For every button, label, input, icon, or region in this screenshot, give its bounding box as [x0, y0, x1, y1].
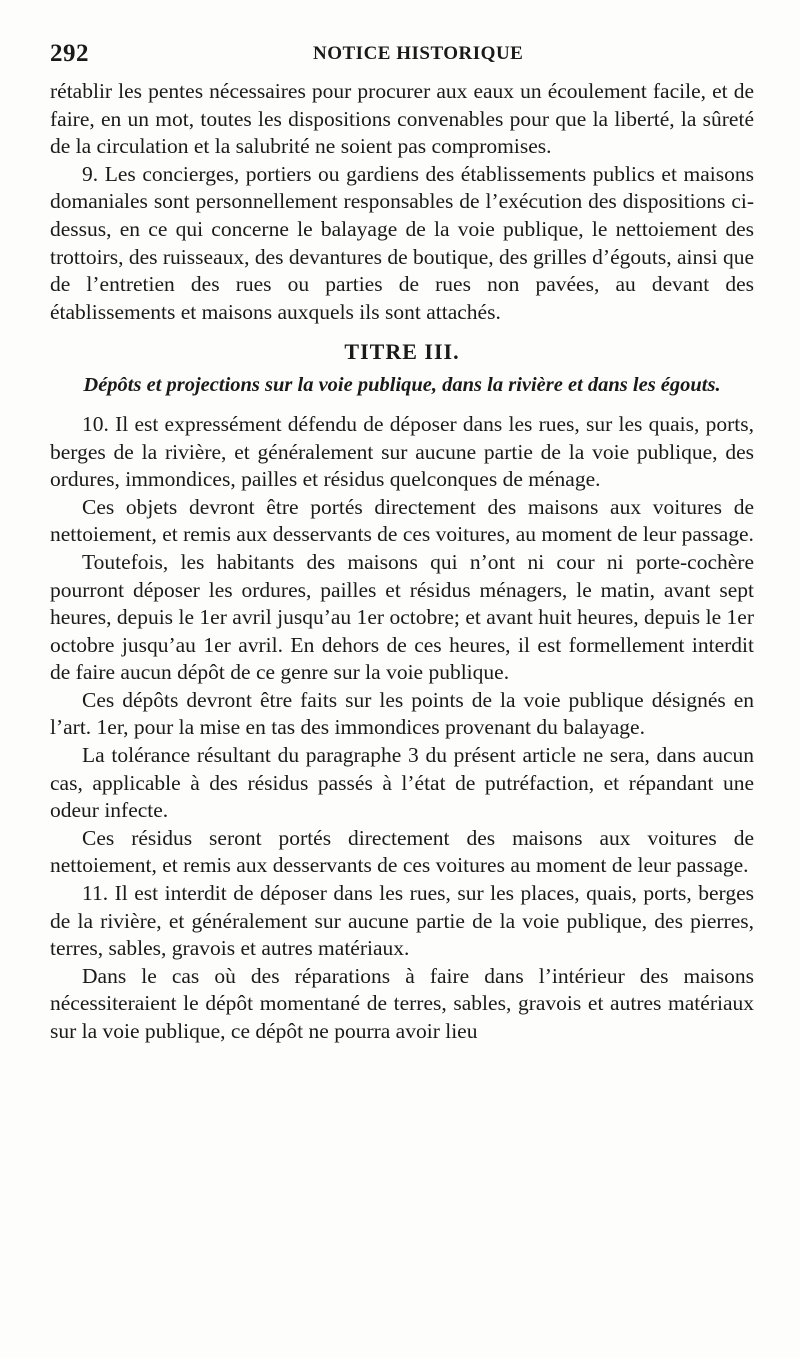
running-title: NOTICE HISTORIQUE: [313, 43, 524, 64]
paragraph: Ces résidus seront portés directement des maisons aux voitures de nettoiement, et remis aux desservants de ces voitures au moment de leur passage.: [50, 825, 754, 878]
running-head: [50, 40, 750, 70]
paragraph: rétablir les pentes nécessaires pour procurer aux eaux un écoulement facile, et de faire, en un mot, toutes les dispositions convenables pour que la liberté, la sûreté de la circulation et la salubrité ne soient pas compromises.: [50, 79, 754, 159]
paragraph: 9. Les concierges, portiers ou gardiens des établissements publics et maisons domaniales sont personnellement responsables de l’exécution des dispositions ci-dessus, en ce qui concerne le balayage de la voie publique, le nettoiement des trottoirs, des ruisseaux, des devantures de boutique, des grilles d’égouts, ainsi que de l’entretien des rues ou parties de rues non pavées, au devant des établissements et maisons auxquels ils sont attachés.: [50, 161, 754, 324]
page-number: 292: [50, 40, 89, 67]
paragraph: Ces objets devront être portés directement des maisons aux voitures de nettoiement, et remis aux desservants de ces voitures, au moment de leur passage.: [50, 494, 754, 547]
section-title: TITRE III.: [344, 339, 460, 365]
paragraph: Toutefois, les habitants des maisons qui n’ont ni cour ni porte-cochère pourront déposer les ordures, pailles et résidus ménagers, le matin, avant sept heures, depuis le 1er avril jusqu’au 1er octobre; et avant huit heures, depuis le 1er octobre jusqu’au 1er avril. En dehors de ces heures, il est formellement interdit de faire aucun dépôt de ce genre sur la voie publique.: [50, 549, 754, 685]
paragraph: 11. Il est interdit de déposer dans les rues, sur les places, quais, ports, berges de la rivière, et généralement sur aucune partie de la voie publique, des pierres, terres, sables, gravois et autres matériaux.: [50, 881, 754, 961]
body-text: [50, 78, 754, 1046]
paragraph: La tolérance résultant du paragraphe 3 du présent article ne sera, dans aucun cas, applicable à des résidus passés à l’état de putréfaction, et répandant une odeur infecte.: [50, 743, 754, 823]
paragraph: Ces dépôts devront être faits sur les points de la voie publique désignés en l’art. 1er, pour la mise en tas des immondices provenant du balayage.: [50, 687, 754, 740]
section-subtitle: Dépôts et projections sur la voie publique, dans la rivière et dans les égouts.: [83, 373, 721, 396]
paragraph: Dans le cas où des réparations à faire dans l’intérieur des maisons nécessiteraient le dépôt momentané de terres, sables, gravois et autres matériaux sur la voie publique, ce dépôt ne pourra avoir lieu: [50, 963, 754, 1043]
paragraph: 10. Il est expressément défendu de déposer dans les rues, sur les quais, ports, berges de la rivière, et généralement sur aucune partie de la voie publique, des ordures, immondices, pailles et résidus quelconques de ménage.: [50, 411, 754, 492]
